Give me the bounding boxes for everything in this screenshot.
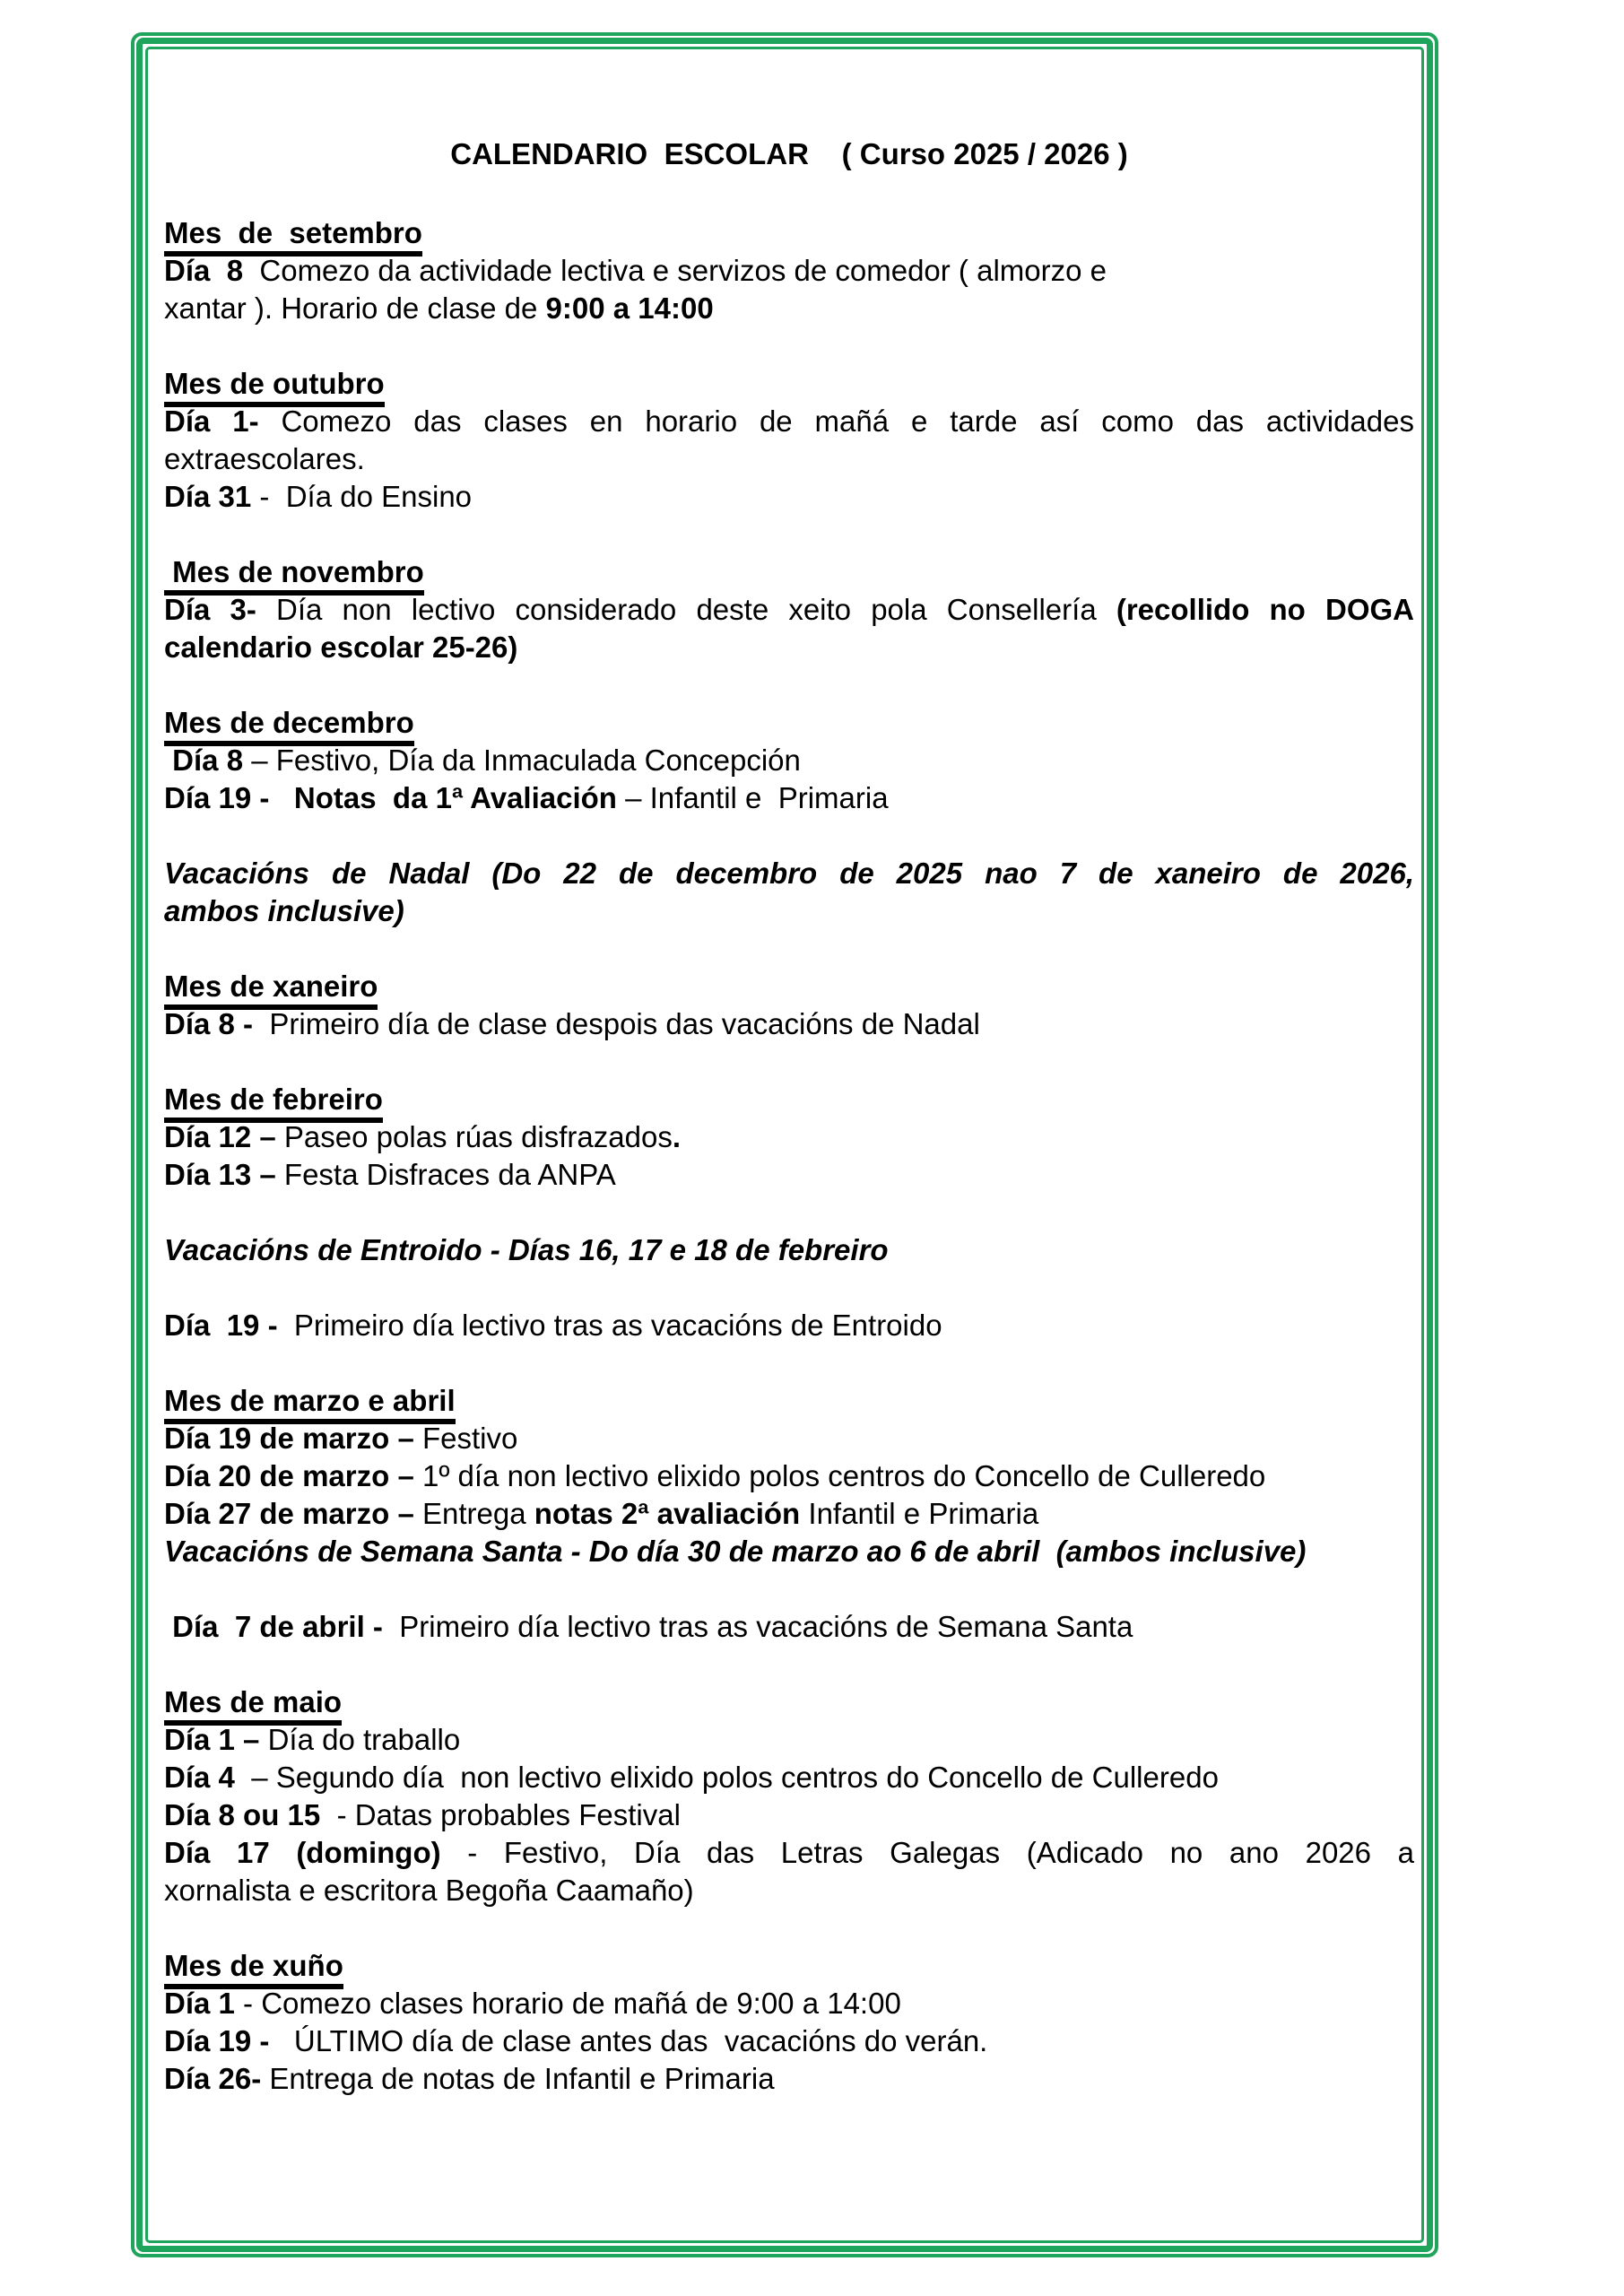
section-lines xyxy=(164,1608,1414,1646)
document-line xyxy=(164,1495,1414,1533)
section-lines xyxy=(164,855,1414,930)
text-run: Comezo da actividade lectiva e servizos de comedor ( almorzo e xyxy=(243,254,1107,287)
section-novembro xyxy=(164,553,1414,666)
document-line xyxy=(164,1985,1414,2022)
document-line xyxy=(164,290,1414,327)
document-line xyxy=(164,855,1414,892)
text-run: 1º día non lectivo elixido polos centros do Concello de Culleredo xyxy=(413,1459,1266,1492)
section-lines xyxy=(164,1721,1414,1909)
document-line xyxy=(164,1872,1414,1909)
section-lines xyxy=(164,1005,1414,1043)
document-line xyxy=(164,1231,1414,1269)
paragraph-dia19-febreiro xyxy=(164,1307,1414,1344)
document-line xyxy=(164,1156,1414,1194)
section-decembro xyxy=(164,704,1414,817)
document-line xyxy=(164,1307,1414,1344)
text-run: Día 13 – xyxy=(164,1158,276,1191)
document-line xyxy=(164,1608,1414,1646)
section-lines xyxy=(164,1307,1414,1344)
text-run: ambos inclusive) xyxy=(164,894,404,927)
document-content-area xyxy=(145,47,1424,2243)
document-line xyxy=(164,1533,1414,1570)
text-run: Día do traballo xyxy=(259,1723,461,1756)
heading-underlined-text: Mes de novembro xyxy=(164,555,424,596)
section-maio xyxy=(164,1683,1414,1909)
text-run: Día 3- xyxy=(164,593,256,626)
section-heading-outubro xyxy=(164,365,1414,403)
section-heading-xuno xyxy=(164,1947,1414,1985)
section-lines xyxy=(164,1118,1414,1194)
section-lines xyxy=(164,1420,1414,1570)
text-run: Día 8 xyxy=(164,254,244,287)
document-line xyxy=(164,892,1414,930)
heading-underlined-text: Mes de setembro xyxy=(164,216,422,257)
document-line xyxy=(164,478,1414,516)
text-run: Infantil e Primaria xyxy=(800,1497,1039,1530)
document-line xyxy=(164,742,1414,779)
page-border-frame xyxy=(131,32,1438,2257)
document-line xyxy=(164,1420,1414,1457)
document-line xyxy=(164,591,1414,629)
text-run: Entrega de notas de Infantil e Primaria xyxy=(261,2062,775,2095)
text-run: xantar ). Horario de clase de xyxy=(164,291,546,325)
heading-underlined-text: Mes de xuño xyxy=(164,1949,343,1989)
text-run: Día 20 de marzo – xyxy=(164,1459,414,1492)
text-run: - Comezo clases horario de mañá de 9:00 a 14:00 xyxy=(234,1987,901,2020)
section-setembro xyxy=(164,214,1414,327)
document-line xyxy=(164,1834,1414,1872)
heading-underlined-text: Mes de xaneiro xyxy=(164,970,378,1010)
document-line xyxy=(164,629,1414,666)
section-lines xyxy=(164,1231,1414,1269)
text-run: ÚLTIMO día de clase antes das vacacións do verán. xyxy=(277,2024,988,2057)
document-line xyxy=(164,252,1414,290)
section-heading-febreiro xyxy=(164,1081,1414,1118)
heading-underlined-text: Mes de outubro xyxy=(164,367,385,407)
text-run: Día 7 de abril - xyxy=(164,1610,392,1643)
text-run: Día 1- xyxy=(164,404,259,438)
text-run: extraescolares. xyxy=(164,442,365,475)
section-lines xyxy=(164,252,1414,327)
text-run: . xyxy=(672,1120,682,1153)
section-lines xyxy=(164,403,1414,516)
text-run: Día 1 – xyxy=(164,1723,260,1756)
text-run: - Festivo, Día das Letras Galegas (Adicado no ano 2026 a xyxy=(440,1836,1414,1869)
paragraph-vacacions-entroido xyxy=(164,1231,1414,1269)
page-border-frame-middle xyxy=(136,38,1433,2252)
section-febreiro xyxy=(164,1081,1414,1194)
text-run: - Día do Ensino xyxy=(251,480,473,513)
text-run: Paseo polas rúas disfrazados xyxy=(275,1120,673,1153)
section-heading-xaneiro xyxy=(164,968,1414,1005)
text-run: Día 26- xyxy=(164,2062,262,2095)
document-line xyxy=(164,1759,1414,1796)
section-xuno xyxy=(164,1947,1414,2098)
document-line xyxy=(164,1796,1414,1834)
text-run: Día 19 - Notas da 1ª Avaliación xyxy=(164,781,617,814)
paragraph-vacacions-nadal xyxy=(164,855,1414,930)
text-run: xornalista e escritora Begoña Caamaño) xyxy=(164,1874,694,1907)
text-run: Día 19 de marzo – xyxy=(164,1422,414,1455)
text-run: Día 8 ou 15 xyxy=(164,1798,329,1831)
section-marzo-abril xyxy=(164,1382,1414,1570)
text-run: Primeiro día lectivo tras as vacacións de Entroido xyxy=(285,1309,942,1342)
text-run: Día 1 xyxy=(164,1987,235,2020)
document-line xyxy=(164,1005,1414,1043)
document-line xyxy=(164,1457,1414,1495)
text-run: Entrega xyxy=(413,1497,534,1530)
document-line xyxy=(164,1721,1414,1759)
text-run: - Datas probables Festival xyxy=(328,1798,681,1831)
text-run: Primeiro día lectivo tras as vacacións de Semana Santa xyxy=(391,1610,1133,1643)
document-line xyxy=(164,2022,1414,2060)
text-run: 9:00 a 14:00 xyxy=(545,291,714,325)
text-run: Día 19 - xyxy=(164,1309,286,1342)
text-run: Vacacións de Semana Santa - Do día 30 de marzo ao 6 de abril (ambos inclusive) xyxy=(164,1535,1307,1568)
text-run: Primeiro día de clase despois das vacacións de Nadal xyxy=(261,1007,980,1040)
section-lines xyxy=(164,591,1414,666)
section-outubro xyxy=(164,365,1414,516)
text-run: Día 19 - xyxy=(164,2024,278,2057)
text-run: Vacacións de Nadal (Do 22 de decembro de 2025 nao 7 de xaneiro de 2026, xyxy=(164,857,1414,890)
section-lines xyxy=(164,742,1414,817)
text-run: – Segundo día non lectivo elixido polos centros do Concello de Culleredo xyxy=(243,1761,1219,1794)
text-run: Día 8 - xyxy=(164,1007,262,1040)
section-heading-maio xyxy=(164,1683,1414,1721)
section-heading-novembro xyxy=(164,553,1414,591)
heading-underlined-text: Mes de decembro xyxy=(164,706,414,746)
text-run xyxy=(164,744,172,777)
document-title: CALENDARIO ESCOLAR ( Curso 2025 / 2026 ) xyxy=(450,137,1128,170)
section-heading-decembro xyxy=(164,704,1414,742)
text-run: Día non lectivo considerado deste xeito pola Consellería xyxy=(256,593,1116,626)
text-run: (recollido no DOGA xyxy=(1116,593,1415,626)
heading-underlined-text: Mes de febreiro xyxy=(164,1083,383,1123)
section-heading-setembro xyxy=(164,214,1414,252)
text-run: Festivo xyxy=(413,1422,518,1455)
text-run: Comezo das clases en horario de mañá e tarde así como das actividades xyxy=(258,404,1414,438)
text-run: – Festivo, Día da Inmaculada Concepción xyxy=(243,744,801,777)
document-line xyxy=(164,1118,1414,1156)
heading-underlined-text: Mes de maio xyxy=(164,1685,342,1726)
document-line xyxy=(164,440,1414,478)
text-run: – Infantil e Primaria xyxy=(616,781,889,814)
section-xaneiro xyxy=(164,968,1414,1043)
text-run: Día 4 xyxy=(164,1761,244,1794)
heading-underlined-text: Mes de marzo e abril xyxy=(164,1384,456,1424)
document-line xyxy=(164,2060,1414,2098)
document-line xyxy=(164,403,1414,440)
section-lines xyxy=(164,1985,1414,2098)
text-run: Día 8 xyxy=(172,744,244,777)
document-line xyxy=(164,779,1414,817)
text-run: Día 31 xyxy=(164,480,252,513)
text-run: Festa Disfraces da ANPA xyxy=(275,1158,616,1191)
text-run: Día 12 – xyxy=(164,1120,276,1153)
section-heading-marzo-abril xyxy=(164,1382,1414,1420)
paragraph-dia7-abril xyxy=(164,1608,1414,1646)
text-run: calendario escolar 25-26) xyxy=(164,631,518,664)
text-run: Día 17 (domingo) xyxy=(164,1836,441,1869)
text-run: Día 27 de marzo – xyxy=(164,1497,414,1530)
text-run: notas 2ª avaliación xyxy=(534,1497,801,1530)
text-run: Vacacións de Entroido - Días 16, 17 e 18 de febreiro xyxy=(164,1233,889,1266)
